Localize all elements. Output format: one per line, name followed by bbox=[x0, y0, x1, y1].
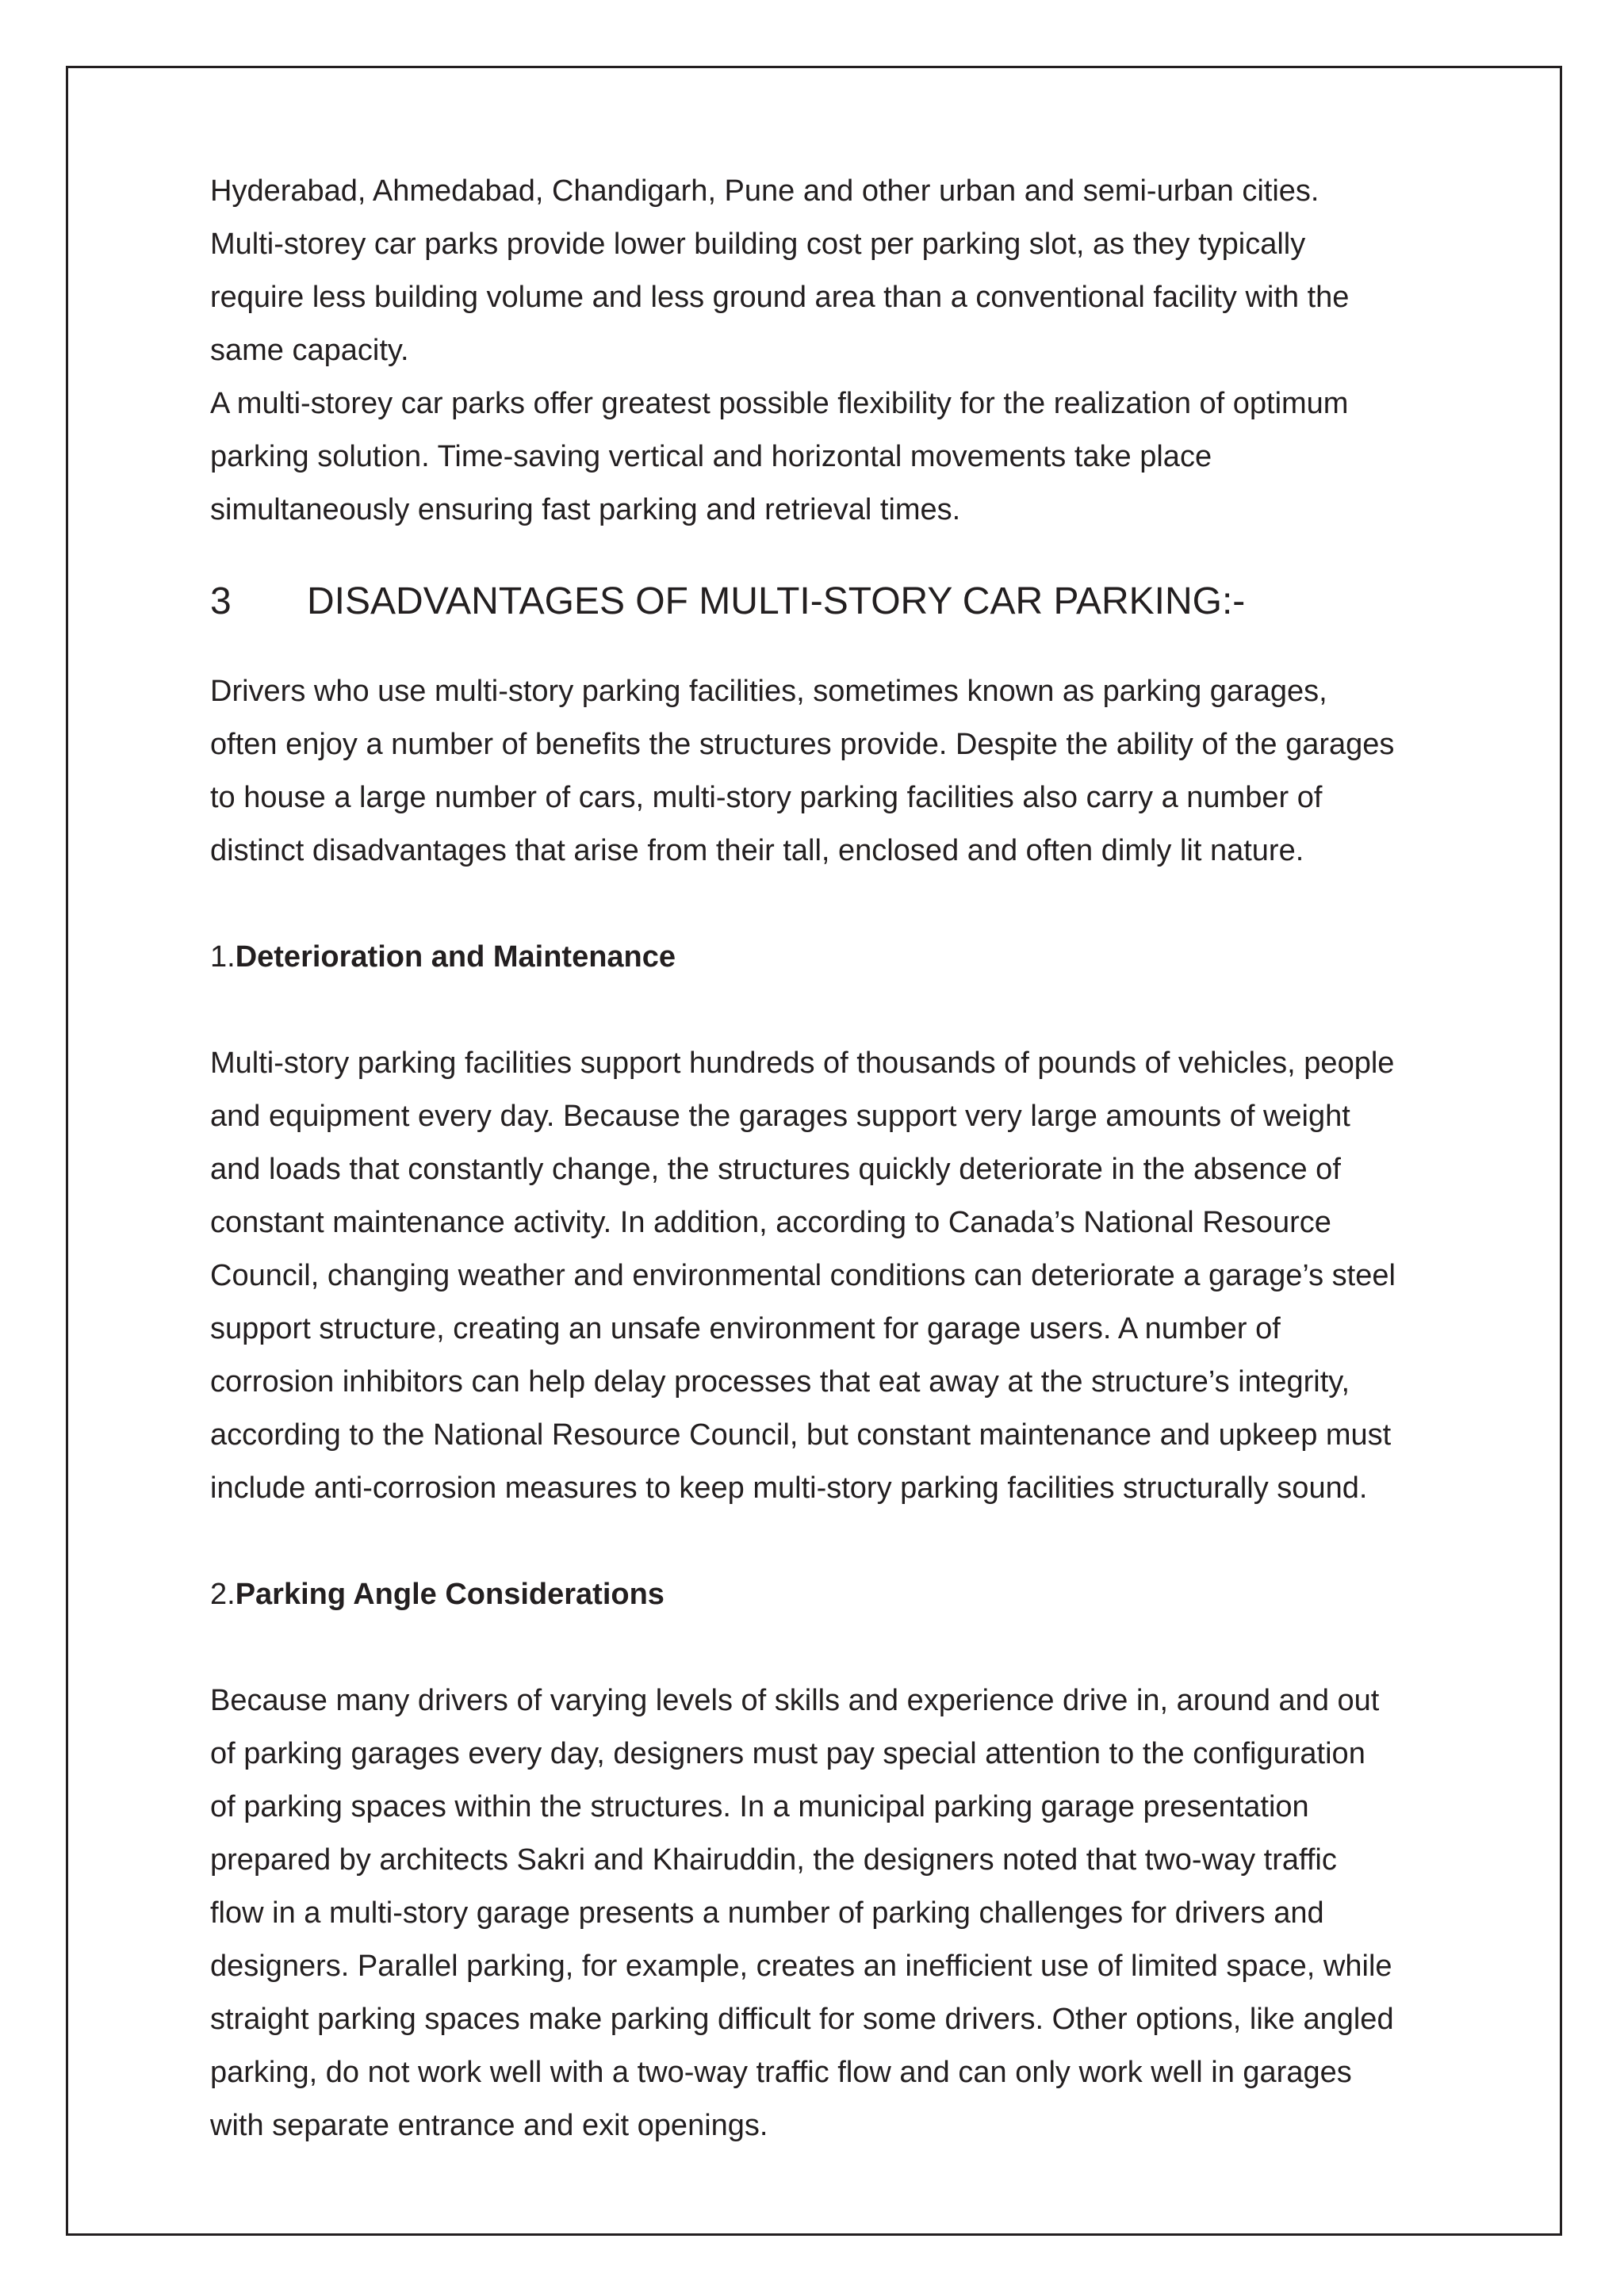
subheading-parking-angle bbox=[210, 1568, 1511, 1621]
section-number: 3 bbox=[210, 580, 232, 622]
deterioration-paragraph: Multi-story parking facilities support hundreds of thousands of pounds of vehicles, people and equipment every day. Because the garages support very large amounts of weight and loads that constantly change, the structures quickly deteriorate in the absence of constant maintenance activity. In addition, according to Canada’s National Resource Council, changing weather and environmental conditions can deteriorate a garage’s steel support structure, creating an unsafe environment for garage users. A number of corrosion inhibitors can help delay processes that eat away at the structure’s integrity, according to the National Resource Council, but constant maintenance and upkeep must include anti-corrosion measures to keep multi-story parking facilities structurally sound. bbox=[210, 1047, 1396, 1505]
section-intro-paragraph: Drivers who use multi-story parking facilities, sometimes known as parking garages, often enjoy a number of benefits the structures provide. Despite the ability of the garages to house a large number of cars, multi-story parking facilities also carry a number of distinct disadvantages that arise from their tall, enclosed and often dimly lit nature. bbox=[210, 675, 1395, 867]
parking-angle-paragraph: Because many drivers of varying levels of skills and experience drive in, around and out of parking garages every day, designers must pay special attention to the configuration of parking spaces within the structures. In a municipal parking garage presentation prepared by architects Sakri and Khairuddin, the designers noted that two-way traffic flow in a multi-story garage presents a number of parking challenges for drivers and designers. Parallel parking, for example, creates an inefficient use of limited space, while straight parking spaces make parking difficult for some drivers. Other options, like angled parking, do not work well with a two-way traffic flow and can only work well in garages with separate entrance and exit openings. bbox=[210, 1684, 1394, 2142]
subheading-deterioration bbox=[210, 931, 1511, 984]
section-heading bbox=[210, 578, 1511, 626]
document-content bbox=[210, 165, 1511, 2152]
section-title: DISADVANTAGES OF MULTI-STORY CAR PARKING:- bbox=[307, 580, 1246, 622]
subheading-title: Parking Angle Considerations bbox=[235, 1578, 665, 1611]
subheading-number: 2. bbox=[210, 1578, 236, 1611]
subheading-title: Deterioration and Maintenance bbox=[235, 940, 676, 974]
subheading-number: 1. bbox=[210, 940, 236, 974]
intro-paragraph: Hyderabad, Ahmedabad, Chandigarh, Pune and other urban and semi-urban cities. Multi-storey car parks provide lower building cost per parking slot, as they typically require less building volume and less ground area than a conventional facility with the same capacity. A multi-storey car parks offer greatest possible flexibility for the realization of optimum parking solution. Time-saving vertical and horizontal movements take place simultaneously ensuring fast parking and retrieval times. bbox=[210, 174, 1350, 526]
